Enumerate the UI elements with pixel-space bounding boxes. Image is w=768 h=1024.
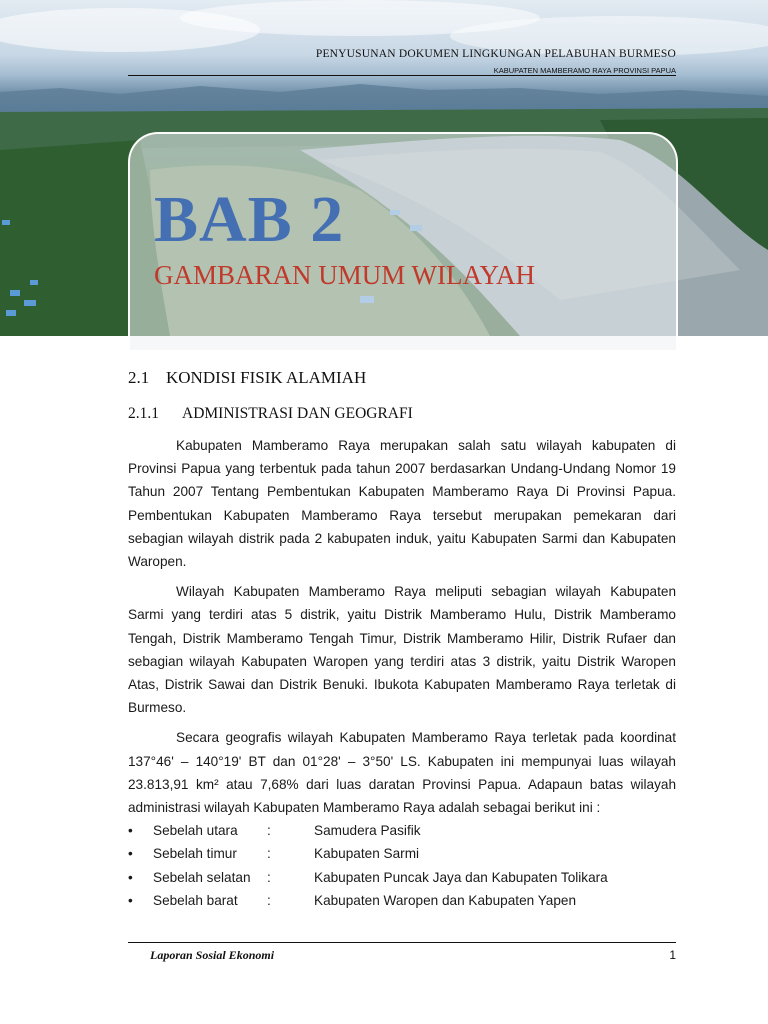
border-value: Kabupaten Sarmi	[314, 846, 420, 862]
document-header-title: PENYUSUNAN DOKUMEN LINGKUNGAN PELABUHAN BURMESO	[315, 48, 676, 60]
body-text	[128, 434, 676, 912]
page-number: 1	[669, 948, 676, 962]
paragraph-districts: Wilayah Kabupaten Mamberamo Raya meliputi sebagian wilayah Kabupaten Sarmi yang terdiri atas 5 distrik, yaitu Distrik Mamberamo Hulu, Distrik Mamberamo Tengah, Distrik Mamberamo Tengah Timur, Distrik Mamberamo Hilir, Distrik Rufaer dan sebagian wilayah Kabupaten Waropen yang terdiri atas 3 distrik, yaitu Distrik Waropen Atas, Distrik Sawai dan Distrik Benuki. Ibukota Kabupaten Mamberamo Raya terletak di Burmeso.	[128, 584, 676, 716]
chapter-label: BAB 2	[154, 183, 345, 256]
border-value: Kabupaten Puncak Jaya dan Kabupaten Tolikara	[314, 869, 608, 885]
bullet-icon: •	[128, 869, 133, 885]
bullet-icon: •	[128, 846, 133, 862]
border-value: Kabupaten Waropen dan Kabupaten Yapen	[314, 892, 577, 908]
footer-title: Laporan Sosial Ekonomi	[150, 948, 275, 962]
border-separator: :	[267, 892, 271, 908]
document-header-subtitle: KABUPATEN MAMBERAMO RAYA PROVINSI PAPUA	[493, 66, 676, 75]
bullet-icon: •	[128, 823, 133, 839]
subsection-number: 2.1.1	[128, 405, 159, 422]
bullet-icon: •	[128, 892, 133, 908]
border-item-east	[128, 842, 676, 865]
border-direction: Sebelah utara	[153, 823, 238, 839]
border-separator: :	[267, 823, 271, 839]
border-item-north	[128, 819, 676, 842]
border-item-west	[128, 889, 676, 912]
border-direction: Sebelah barat	[153, 892, 238, 908]
border-item-south	[128, 866, 676, 889]
border-separator: :	[267, 846, 271, 862]
chapter-title: GAMBARAN UMUM WILAYAH	[154, 260, 536, 290]
border-value: Samudera Pasifik	[314, 823, 421, 839]
paragraph-geography: Secara geografis wilayah Kabupaten Mamberamo Raya terletak pada koordinat 137°46' – 140°19' BT dan 01°28' – 3°50' LS. Kabupaten ini mempunyai luas wilayah 23.813,91 km² atau 7,68% dari luas daratan Provinsi Papua. Adapaun batas wilayah administrasi wilayah Kabupaten Mamberamo Raya adalah sebagai berikut ini :	[128, 730, 676, 816]
header-divider	[128, 75, 676, 76]
border-list	[128, 819, 676, 912]
section-number: 2.1	[128, 368, 150, 387]
section-title: KONDISI FISIK ALAMIAH	[166, 368, 367, 387]
footer-divider	[128, 942, 676, 943]
border-separator: :	[267, 869, 271, 885]
section-heading	[128, 368, 366, 388]
border-direction: Sebelah selatan	[153, 869, 251, 885]
border-direction: Sebelah timur	[153, 846, 237, 862]
subsection-heading	[128, 405, 413, 423]
paragraph-establishment: Kabupaten Mamberamo Raya merupakan salah satu wilayah kabupaten di Provinsi Papua yang terbentuk pada tahun 2007 berdasarkan Undang-Undang Nomor 19 Tahun 2007 Tentang Pembentukan Kabupaten Mamberamo Raya Di Provinsi Papua. Pembentukan Kabupaten Mamberamo Raya tersebut merupakan pemekaran dari sebagian wilayah distrik pada 2 kabupaten induk, yaitu Kabupaten Sarmi dan Kabupaten Waropen.	[128, 438, 676, 570]
subsection-title: ADMINISTRASI DAN GEOGRAFI	[182, 405, 413, 422]
